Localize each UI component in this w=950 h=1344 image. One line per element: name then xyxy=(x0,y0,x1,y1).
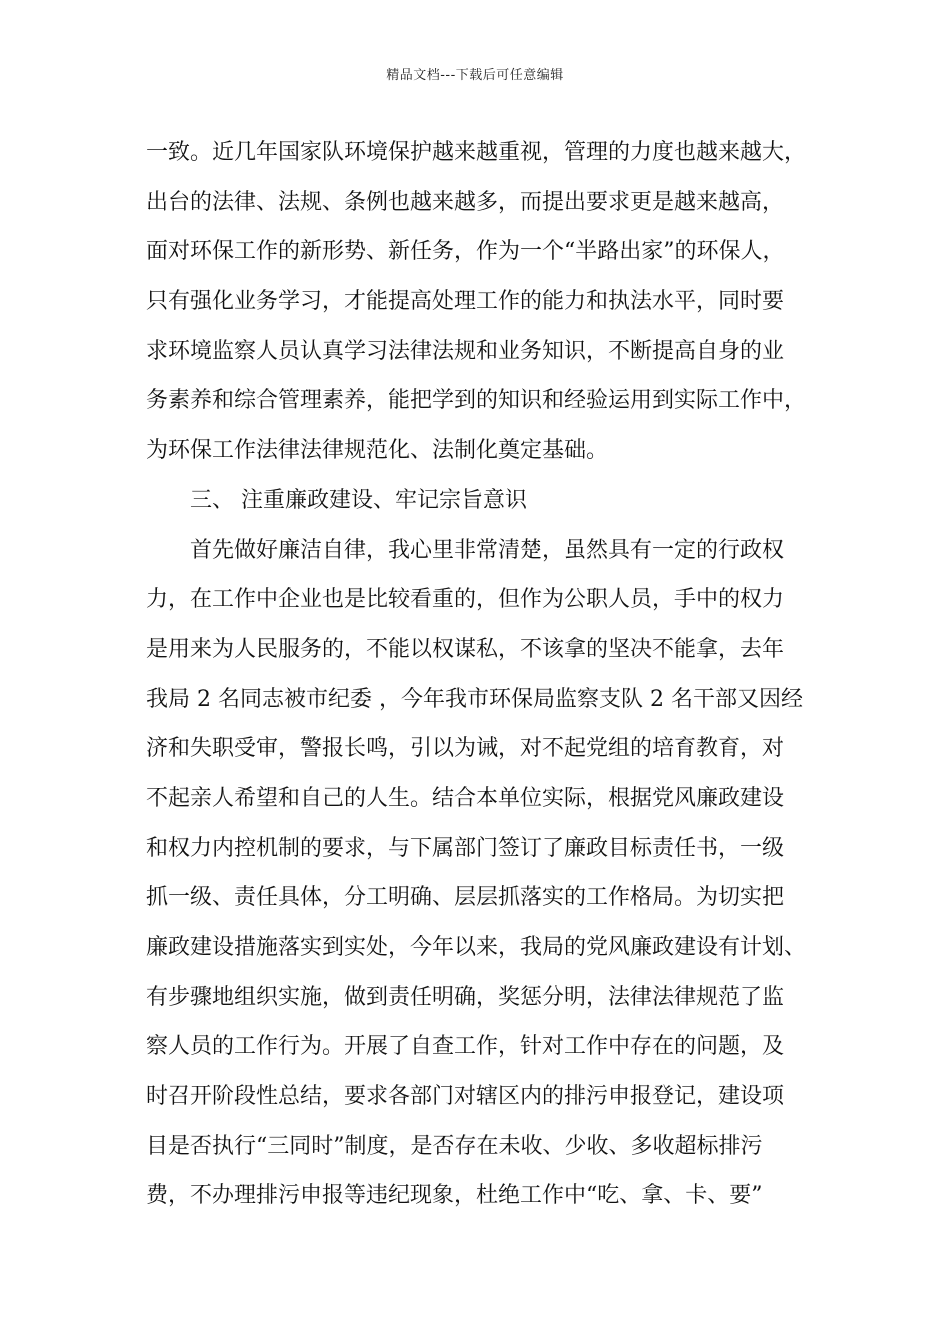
text-line: 一致。近几年国家队环境保护越来越重视，管理的力度也越来越大， xyxy=(146,140,807,165)
text-line: 是用来为人民服务的，不能以权谋私，不该拿的坚决不能拿，去年 xyxy=(146,636,785,662)
text-line: 和权力内控机制的要求，与下属部门签订了廉政目标责任书，一级 xyxy=(146,835,785,861)
text-line: 目是否执行“三同时”制度，是否存在未收、少收、多收超标排污 xyxy=(146,1133,763,1159)
text-line: 出台的法律、法规、条例也越来越多，而提出要求更是越来越高， xyxy=(146,189,785,215)
text-line: 廉政建设措施落实到实处，今年以来，我局的党风廉政建设有计划、 xyxy=(146,935,807,960)
text-line: 求环境监察人员认真学习法律法规和业务知识，不断提高自身的业 xyxy=(146,338,785,364)
text-line: 务素养和综合管理素养，能把学到的知识和经验运用到实际工作中， xyxy=(146,388,807,414)
text-line: 首先做好廉洁自律，我心里非常清楚，虽然具有一定的行政权 xyxy=(190,537,785,563)
page-header: 精品文档---下载后可任意编辑 xyxy=(386,68,564,83)
text-line: 费，不办理排污申报等违纪现象，杜绝工作中“吃、拿、卡、要” xyxy=(146,1183,763,1209)
text-line: 力，在工作中企业也是比较看重的，但作为公职人员，手中的权力 xyxy=(146,587,785,613)
text-line: 面对环保工作的新形势、新任务，作为一个“半路出家”的环保人， xyxy=(146,239,785,265)
text-line: 抓一级、责任具体，分工明确、层层抓落实的工作格局。为切实把 xyxy=(146,885,785,911)
text-line: 有步骤地组织实施，做到责任明确，奖惩分明，法律法律规范了监 xyxy=(146,984,785,1010)
section-heading: 三、 注重廉政建设、牢记宗旨意识 xyxy=(190,487,527,513)
text-line: 为环保工作法律法律规范化、法制化奠定基础。 xyxy=(146,438,609,464)
text-line: 我局 2 名同志被市纪委 ，今年我市环保局监察支队 2 名干部又因经 xyxy=(146,686,803,712)
text-line: 不起亲人希望和自己的人生。结合本单位实际，根据党风廉政建设 xyxy=(146,785,785,811)
text-line: 时召开阶段性总结，要求各部门对辖区内的排污申报登记，建设项 xyxy=(146,1084,785,1110)
document-body xyxy=(146,128,836,1221)
text-line: 济和失职受审，警报长鸣，引以为诫，对不起党组的培育教育，对 xyxy=(146,736,785,762)
text-line: 察人员的工作行为。开展了自查工作，针对工作中存在的问题，及 xyxy=(146,1034,785,1060)
text-line: 只有强化业务学习，才能提高处理工作的能力和执法水平，同时要 xyxy=(146,289,785,315)
